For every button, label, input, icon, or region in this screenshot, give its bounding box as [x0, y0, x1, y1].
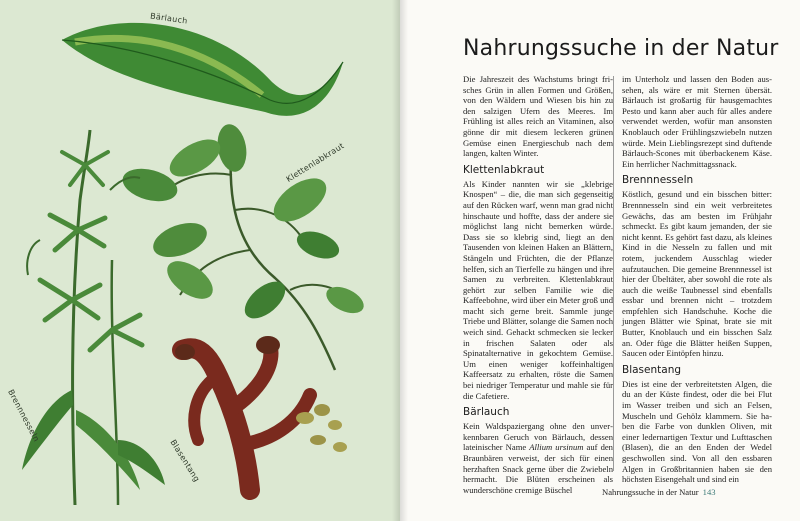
paragraph-baerlauch — [463, 421, 613, 495]
text-column-1 — [463, 74, 613, 495]
text-column-2 — [622, 74, 772, 485]
column-divider — [613, 76, 614, 471]
paragraph-baerlauch-continued: im Unterholz und lassen den Boden aussehen, als wäre er mit Sternen übersät. Bärlauch ist großartig für hausgemachtes Pesto und kann aber auch für alles andere verwendet werden, wofür man ansonsten Knoblauch oder Frühlingszwiebeln nutzen würde. Mein Lieblingsrezept sind duftende Bärlauch-Scones mit überbackenem Käse. Ein herrlicher Nachmittagssnack. — [622, 74, 772, 169]
running-title: Nahrungssuche in der Natur — [602, 487, 699, 497]
intro-paragraph: Die Jahreszeit des Wachstums bringt frisches Grün in allen Formen und Größen, von den Wäldern und Wiesen bis hin zu den salzigen Ufern des Meeres. Im Frühling ist alles reich an Vitaminen, also gönne dir mit diesem leckeren grünen Gemüse einen Energieschub nach dem langen, kalten Winter. — [463, 74, 613, 159]
baerlauch-text-end: auf den Braunbären verweist, der sich für einen herzhaften Snack gerne über die Zwiebeln hermacht. Die Blüten erscheinen als wunderschöne cremige Büschel — [463, 442, 613, 495]
heading-blasentang: Blasentang — [622, 363, 682, 376]
heading-brennnesseln: Brennnesseln — [622, 174, 694, 187]
label-baerlauch: Bärlauch — [149, 11, 189, 26]
blasentang-seaweed — [175, 336, 347, 490]
baerlauch-text-start: Kein Waldspaziergang ohne den unverkennbaren Geruch von Bärlauch, dessen lateinischer Name — [463, 421, 613, 453]
baerlauch-leaf — [62, 23, 343, 116]
paragraph-klettenlabkraut: Als Kinder nannten wir sie „klebrige Knospen“ – die, die man sich gegenseitig auf den Rücken warf, wenn man grad nicht hinschaute und hoffte, dass der andere sie möglichst lang nicht bemerken würde. Dass sie so klebrig sind, liegt an den Tausenden von kleinen Haken an Blättern, Stängeln und Früchten, die der Pflanze helfen, sich an Tierfelle zu hängen und ihre Samen zu verbreiten. Klettenlabkraut gehört zur selben Familie wie die Kaffeebohne, wird über ein Meter groß und macht sich gerne breit. Sammle junge Triebe und Blätter, solange die Samen noch weich sind. Gehackt schmecken sie lecker in frischen Salaten oder als Spinatalternative in gekochtem Gemüse. Um einen weniger koffeinhaltigen Kaffeersatz zu erhalten, röste die Samen bei niedriger Temperatur und mahle sie für die Cafetiere. — [463, 178, 613, 401]
label-klettenlabkraut: Klettenlabkraut — [284, 141, 346, 184]
heading-klettenlabkraut: Klettenlabkraut — [463, 163, 545, 176]
latin-name: Allium ursinum — [529, 442, 584, 453]
label-blasentang: Blasentang — [168, 438, 202, 484]
paragraph-brennnesseln: Köstlich, gesund und ein bisschen bitter: Brennnesseln sind ein weit verbreitetes Gewächs, das am besten im Frühjahr schmeckt. Es gibt kaum jemanden, der sie nicht kennt. Es gehört fast dazu, als kleines Kind in die Nesseln zu fallen und mit rotem, juckendem Ausschlag wieder aufzutauchen. Die gemeine Brennnessel ist hier der Übeltäter, aber sowohl die rote als auch die weiße Taubnessel sind ebenfalls essbar und brennen nicht – trotzdem empfehlen sich Handschuhe. Koche die jungen Blätter wie Spinat, brate sie mit Butter, Knoblauch und ein bisschen Salz an. Oder füge die Blätter heißen Suppen, Saucen oder Eintöpfen hinzu. — [622, 189, 772, 359]
label-brennnesseln: Brennnesseln — [6, 388, 42, 444]
heading-baerlauch: Bärlauch — [463, 406, 510, 419]
paragraph-blasentang: Dies ist eine der verbreitetsten Algen, die du an der Küste findest, oder die bei Flut im Wasser treiben und sich an Felsen, Muscheln und Gehölz klammern. Sie haben die Farbe von dunklen Oliven, mit einer ledernartigen Textur und Lufttaschen (Blasen), die an den Enden der Wedel geschwollen sind. Von all den essbaren Algen in Großbritannien haben sie den höchsten Eisengehalt und sind ein — [622, 378, 772, 485]
page-number: 143 — [702, 487, 716, 497]
klettenlabkraut-plant — [119, 122, 368, 370]
page-title: Nahrungssuche in der Natur — [463, 36, 779, 61]
page-footer — [602, 487, 716, 497]
